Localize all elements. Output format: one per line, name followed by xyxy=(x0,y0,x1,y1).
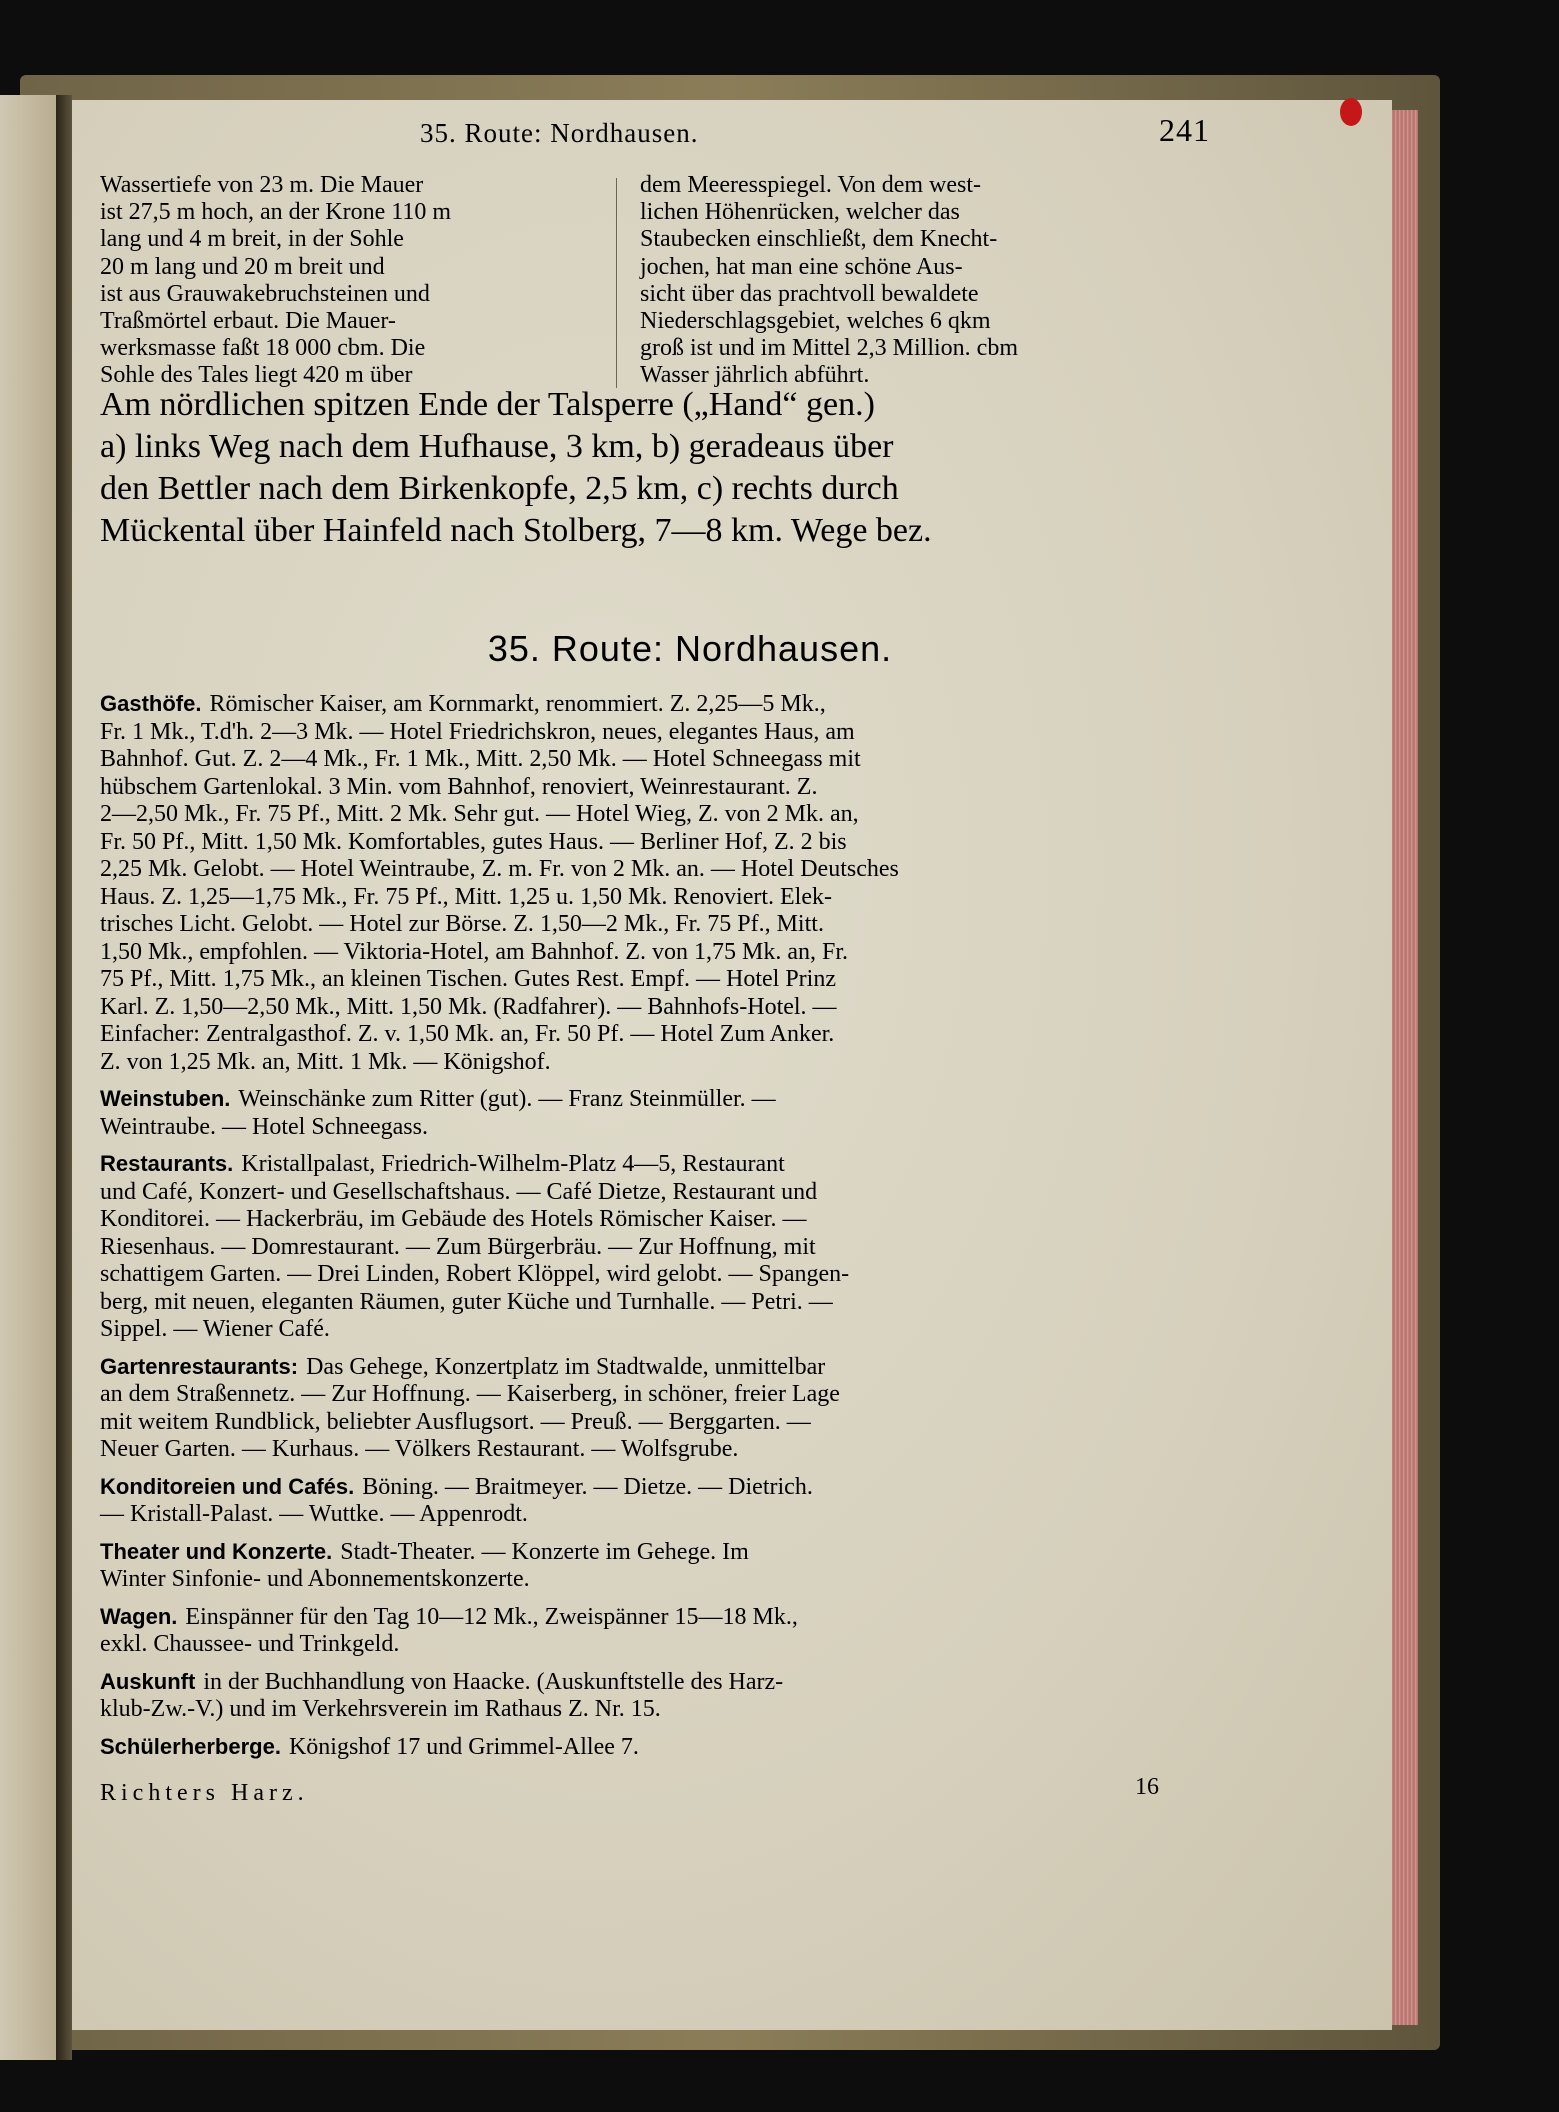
entry-label: Restaurants. xyxy=(100,1151,234,1176)
page-edges-red xyxy=(1392,110,1418,2025)
intro-right-column xyxy=(640,172,1200,390)
footer-sheet-number: 16 xyxy=(1135,1774,1159,1800)
entry-text: Weinschänke zum Ritter (gut). — Franz Steinmüller. — Weintraube. — Hotel Schneegass. xyxy=(100,1086,776,1140)
section-title: 35. Route: Nordhausen. xyxy=(487,628,893,669)
entries-list xyxy=(100,690,1220,1770)
entry-text: Einspänner für den Tag 10—12 Mk., Zweispänner 15—18 Mk., exkl. Chaussee- und Trinkgeld. xyxy=(100,1603,798,1657)
entry-label: Konditoreien und Cafés. xyxy=(100,1473,355,1499)
entry-label: Wagen. xyxy=(100,1603,178,1629)
entry-theater xyxy=(100,1538,1220,1594)
entry-text: Kristallpalast, Friedrich-Wilhelm-Platz 4—5, Restaurant und Café, Konzert- und Gesellschaftshaus. — Café Dietze, Restaurant und Konditorei. — Hackerbräu, im Gebäude des Hotels Römischer Kaiser. — Riesenhaus. — Domrestaurant. — Zum Bürgerbräu. — Zur Hoffnung, mit schattigem Garten. — Drei Linden, Robert Klöppel, wird gelobt. — Spangen- berg, mit neuen, eleganten Räumen, guter Küche und Turnhalle. — Petri. — Sippel. — Wiener Café. xyxy=(100,1151,850,1342)
intro-left-column xyxy=(100,172,660,390)
entry-text: Römischer Kaiser, am Kornmarkt, renommiert. Z. 2,25—5 Mk., Fr. 1 Mk., T.d'h. 2—3 Mk. — Hotel Friedrichskron, neues, elegantes Haus, am Bahnhof. Gut. Z. 2—4 Mk., Fr. 1 Mk., Mitt. 2,50 Mk. — Hotel Schneegass mit hübschem Gartenlokal. 3 Min. vom Bahnhof, renoviert, Weinrestaurant. Z. 2—2,50 Mk., Fr. 75 Pf., Mitt. 2 Mk. Sehr gut. — Hotel Wieg, Z. von 2 Mk. an, Fr. 50 Pf., Mitt. 1,50 Mk. Komfortables, gutes Haus. — Berliner Hof, Z. 2 bis 2,25 Mk. Gelobt. — Hotel Weintraube, Z. m. Fr. von 2 Mk. an. — Hotel Deutsches Haus. Z. 1,25—1,75 Mk., Fr. 75 Pf., Mitt. 1,25 u. 1,50 Mk. Renoviert. Elek- trisches Licht. Gelobt. — Hotel zur Börse. Z. 1,50—2 Mk., Fr. 75 Pf., Mitt. 1,50 Mk., empfohlen. — Viktoria-Hotel, am Bahnhof. Z. von 1,75 Mk. an, Fr. 75 Pf., Mitt. 1,75 Mk., an kleinen Tischen. Gutes Rest. Empf. — Hotel Prinz Karl. Z. 1,50—2,50 Mk., Mitt. 1,50 Mk. (Radfahrer). — Bahnhofs-Hotel. — Einfacher: Zentralgasthof. Z. v. 1,50 Mk. an, Fr. 50 Pf. — Hotel Zum Anker. Z. von 1,25 Mk. an, Mitt. 1 Mk. — Königshof. xyxy=(100,691,899,1075)
bookmark-tab-icon xyxy=(1340,98,1362,126)
entry-label: Schülerherberge. xyxy=(100,1733,281,1759)
entry-text: Böning. — Braitmeyer. — Dietze. — Dietrich. — Kristall-Palast. — Wuttke. — Appenrodt. xyxy=(100,1473,813,1527)
left-page-edge xyxy=(0,95,58,2060)
intro-right-text: dem Meeresspiegel. Von dem west- lichen Höhenrücken, welcher das Staubecken einschließt, dem Knecht- jochen, hat man eine schöne Aus- sicht über das prachtvoll bewaldete Niederschlagsgebiet, welches 6 qkm groß ist und im Mittel 2,3 Million. cbm Wasser jährlich abführt. xyxy=(640,172,1018,389)
entry-auskunft xyxy=(100,1668,1220,1724)
intro-left-text: Wassertiefe von 23 m. Die Mauer ist 27,5 m hoch, an der Krone 110 m lang und 4 m breit, in der Sohle 20 m lang und 20 m breit und ist aus Grauwakebruchsteinen und Traßmörtel erbaut. Die Mauer- werksmasse faßt 18 000 cbm. Die Sohle des Tales liegt 420 m über xyxy=(100,172,452,389)
entry-konditoreien xyxy=(100,1473,1220,1529)
page-number: 241 xyxy=(1159,112,1210,148)
entry-gartenrestaurants xyxy=(100,1353,1220,1464)
entry-label: Gartenrestaurants: xyxy=(100,1353,299,1379)
book-gutter xyxy=(56,95,72,2060)
entry-wagen xyxy=(100,1603,1220,1659)
entry-gasthoefe xyxy=(100,690,1220,1076)
running-title: 35. Route: Nordhausen. xyxy=(420,118,699,148)
entry-weinstuben xyxy=(100,1085,1220,1141)
entry-text: Königshof 17 und Grimmel-Allee 7. xyxy=(288,1733,639,1760)
entry-label: Weinstuben. xyxy=(100,1086,231,1111)
entry-label: Auskunft xyxy=(100,1668,196,1694)
entry-text: Stadt-Theater. — Konzerte im Gehege. Im Winter Sinfonie- und Abonnementskonzerte. xyxy=(100,1538,749,1592)
entry-text: in der Buchhandlung von Haacke. (Auskunftstelle des Harz- klub-Zw.-V.) und im Verkehrsverein im Rathaus Z. Nr. 15. xyxy=(100,1668,784,1722)
entry-label: Theater und Konzerte. xyxy=(100,1538,333,1564)
page-header xyxy=(420,112,1210,158)
column-divider xyxy=(616,178,617,388)
entry-restaurants xyxy=(100,1150,1220,1344)
footer-signature: Richters Harz. xyxy=(100,1780,309,1806)
entry-text: Das Gehege, Konzertplatz im Stadtwalde, unmittelbar an dem Straßennetz. — Zur Hoffnung. — Kaiserberg, in schöner, freier Lage mit weitem Rundblick, beliebter Ausflugsort. — Preuß. — Berggarten. — Neuer Garten. — Kurhaus. — Völkers Restaurant. — Wolfsgrube. xyxy=(100,1353,840,1462)
talsperre-paragraph: Am nördlichen spitzen Ende der Talsperre („Hand“ gen.) a) links Weg nach dem Hufhause, 3 km, b) geradeaus über den Bettler nach dem Birkenkopfe, 2,5 km, c) rechts durch Mückental über Hainfeld nach Stolberg, 7—8 km. Wege bez. xyxy=(100,386,932,549)
entry-label: Gasthöfe. xyxy=(100,691,202,716)
entry-schuelerherberge xyxy=(100,1733,1220,1762)
